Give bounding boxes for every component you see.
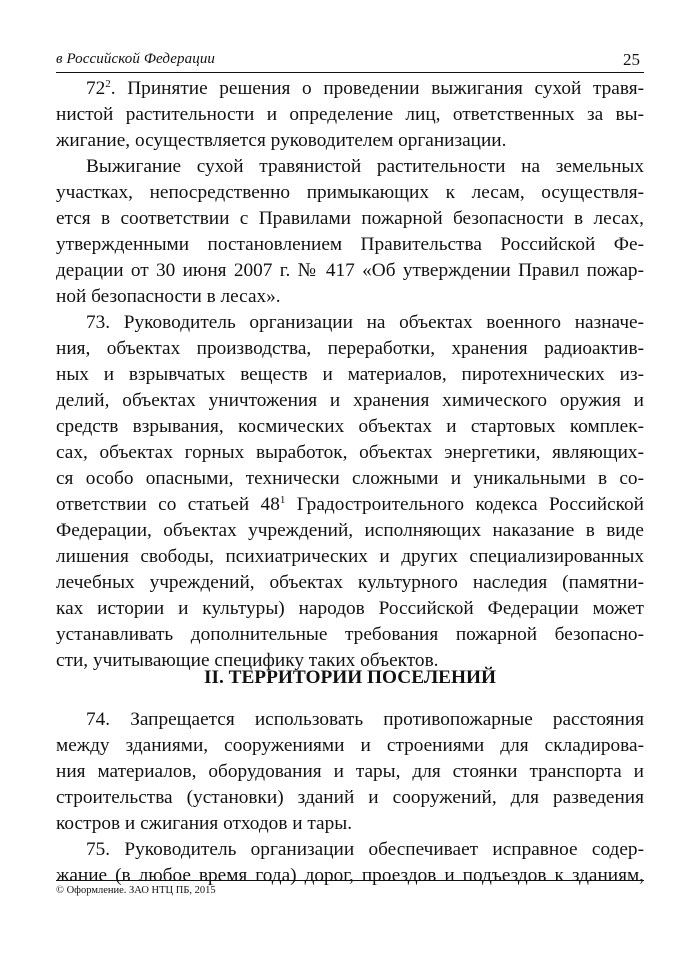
article-superscript: 1 [279,494,286,506]
paragraph-72-2 [56,76,644,154]
page-number: 25 [623,50,640,69]
text-line: ответствии со статьей $48^1$ Градостроительного кодекса Российской [56,494,644,515]
text-line: устанавливать дополнительные требования пожарной безопасно- [56,624,644,645]
text-line: строительства (установки) зданий и сооружений, для разведения [56,787,644,808]
text-line: ния, объектах производства, переработки, хранения радиоактив- [56,338,644,359]
running-header [56,50,644,73]
text-line: ся особо опасными, технически сложными и уникальными в со- [56,468,644,489]
text-line: жигание, осуществляется руководителем организации. [56,130,507,151]
paragraph-74 [56,707,644,837]
text-line: 74. Запрещается использовать противопожарные расстояния [86,709,644,730]
text-line: сти, учитывающие специфику таких объектов. [56,650,439,671]
text-line: Выжигание сухой травянистой растительности на земельных [86,156,644,177]
page-footer [56,880,644,896]
text-line: ках истории и культуры) народов Российской Федерации может [56,598,644,619]
text-line: ется в соответствии с Правилами пожарной безопасности в лесах, [56,208,644,229]
text-line: делий, объектах уничтожения и хранения химического оружия и [56,390,644,411]
text-line: между зданиями, сооружениями и строениями для складирова- [56,735,644,756]
copyright-text: © Оформление. ЗАО НТЦ ПБ, 2015 [56,885,216,896]
clause-number: 72 [86,78,106,99]
text-line: средств взрывания, космических объектах и стартовых комплек- [56,416,644,437]
text-line: костров и сжигания отходов и тары. [56,813,353,834]
text-line: 73. Руководитель организации на объектах военного назначе- [86,312,644,333]
text-line: ной безопасности в лесах». [56,286,281,307]
text-line: 75. Руководитель организации обеспечивает исправное содер- [86,839,644,860]
paragraph-73 [56,310,644,674]
text-line: лишения свободы, психиатрических и других специализированных [56,546,644,567]
text-line: нистой растительности и определение лиц, ответственных за вы- [56,104,644,125]
text-line: сах, объектах горных выработок, объектах энергетики, являющих- [56,442,644,463]
text-line: ния материалов, оборудования и тары, для стоянки транспорта и [56,761,644,782]
text-line: лечебных учреждений, объектах культурного наследия (памятни- [56,572,644,593]
text-line: ных и взрывчатых веществ и материалов, пиротехнических из- [56,364,644,385]
text-line: жание (в любое время года) дорог, проездов и подъездов к зданиям, [56,865,644,886]
clause-superscript: 2 [105,78,111,90]
main-text-top [56,76,644,674]
text-line: участках, непосредственно примыкающих к лесам, осуществля- [56,182,644,203]
section-heading: II. ТЕРРИТОРИИ ПОСЕЛЕНИЙ [203,667,497,688]
main-text-bottom [56,707,644,889]
text-line: дерации от 30 июня 2007 г. № 417 «Об утверждении Правил пожар- [56,260,644,281]
running-title: в Российской Федерации [56,51,216,67]
paragraph-burning [56,154,644,310]
text-line: утвержденными постановлением Правительства Российской Фе- [56,234,644,255]
text-line: Федерации, объектах учреждений, исполняющих наказание в виде [56,520,644,541]
text-line: $72^2$. Принятие решения о проведении выжигания сухой травя- [86,78,644,99]
